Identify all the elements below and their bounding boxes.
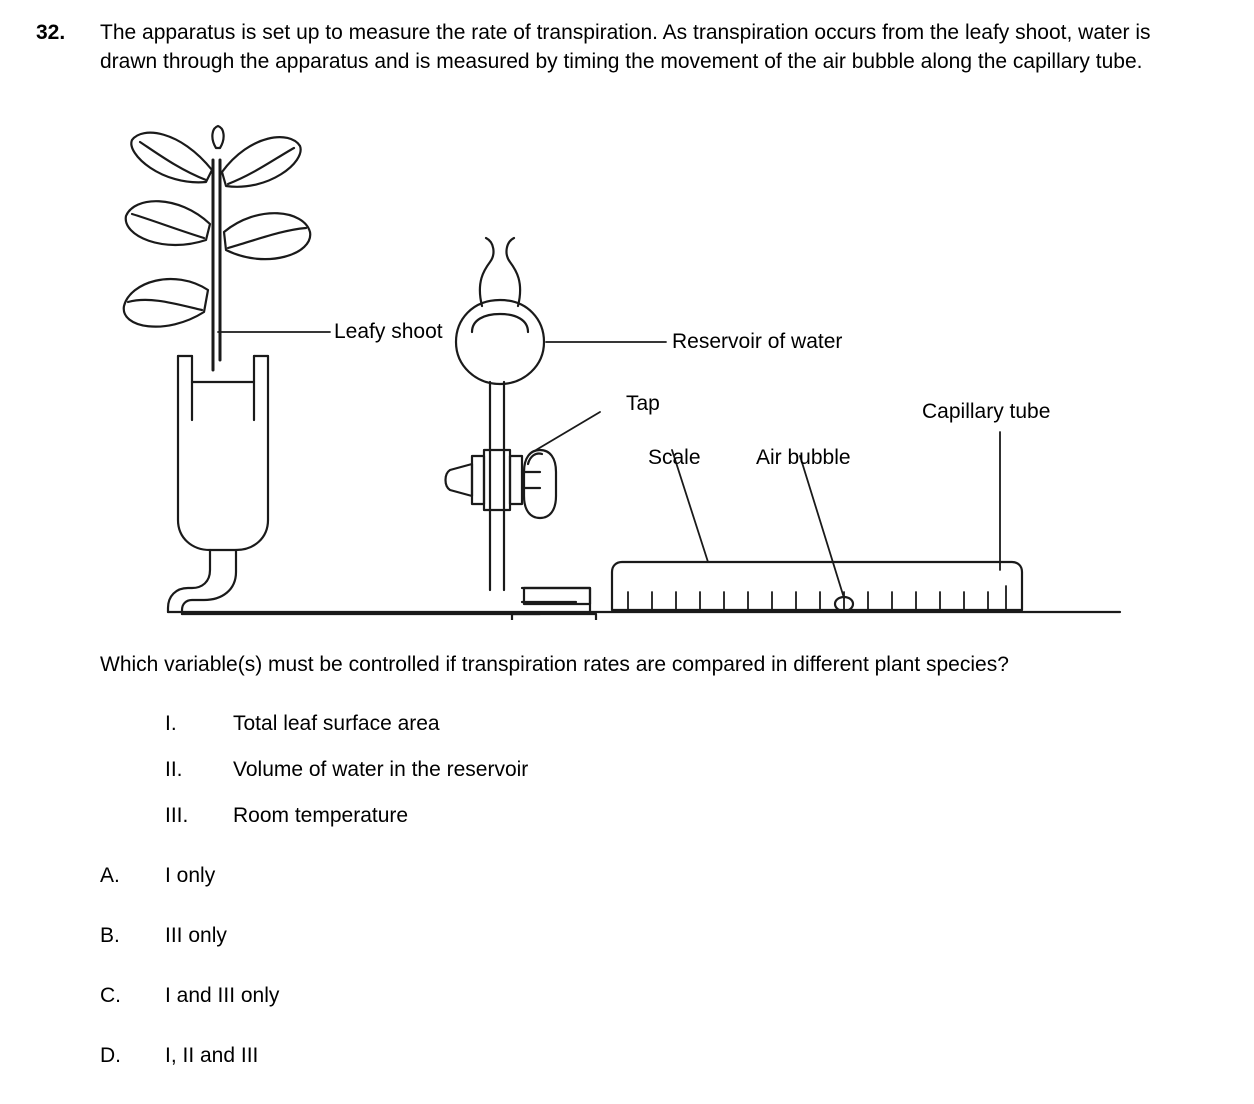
list-item [165,758,1065,782]
roman-key: III. [165,804,189,827]
roman-key: II. [165,758,183,781]
answer-choice-a[interactable] [100,864,1000,888]
answer-choice-b[interactable] [100,924,1000,948]
list-item [165,804,1065,828]
label-capillary-tube: Capillary tube [922,400,1051,423]
choice-key: D. [100,1044,121,1067]
label-air-bubble: Air bubble [756,446,851,469]
choice-key: C. [100,984,121,1007]
choice-key: B. [100,924,120,947]
roman-text: Volume of water in the reservoir [233,758,529,781]
label-scale: Scale [648,446,701,469]
choice-text: I only [165,864,216,887]
roman-statement-list [165,712,1065,850]
choice-key: A. [100,864,120,887]
question-number: 32. [36,21,66,44]
roman-key: I. [165,712,177,735]
label-leafy-shoot: Leafy shoot [334,320,443,343]
label-reservoir-of-water: Reservoir of water [672,330,843,353]
label-tap: Tap [626,392,660,415]
roman-text: Total leaf surface area [233,712,440,735]
transpiration-apparatus-diagram [100,120,1160,620]
apparatus-svg [100,120,1160,620]
answer-choice-d[interactable] [100,1044,1000,1068]
answer-choice-c[interactable] [100,984,1000,1008]
list-item [165,712,1065,736]
answer-choice-list [100,864,1000,1104]
choice-text: I, II and III [165,1044,259,1067]
question-prompt: Which variable(s) must be controlled if transpiration rates are compared in different plant species? [100,653,1009,676]
roman-text: Room temperature [233,804,409,827]
choice-text: I and III only [165,984,280,1007]
question-stem: The apparatus is set up to measure the rate of transpiration. As transpiration occurs from the leafy shoot, water is drawn through the apparatus and is measured by timing the movement of the air bubble along the capillary tube. [100,21,1151,73]
choice-text: III only [165,924,227,947]
